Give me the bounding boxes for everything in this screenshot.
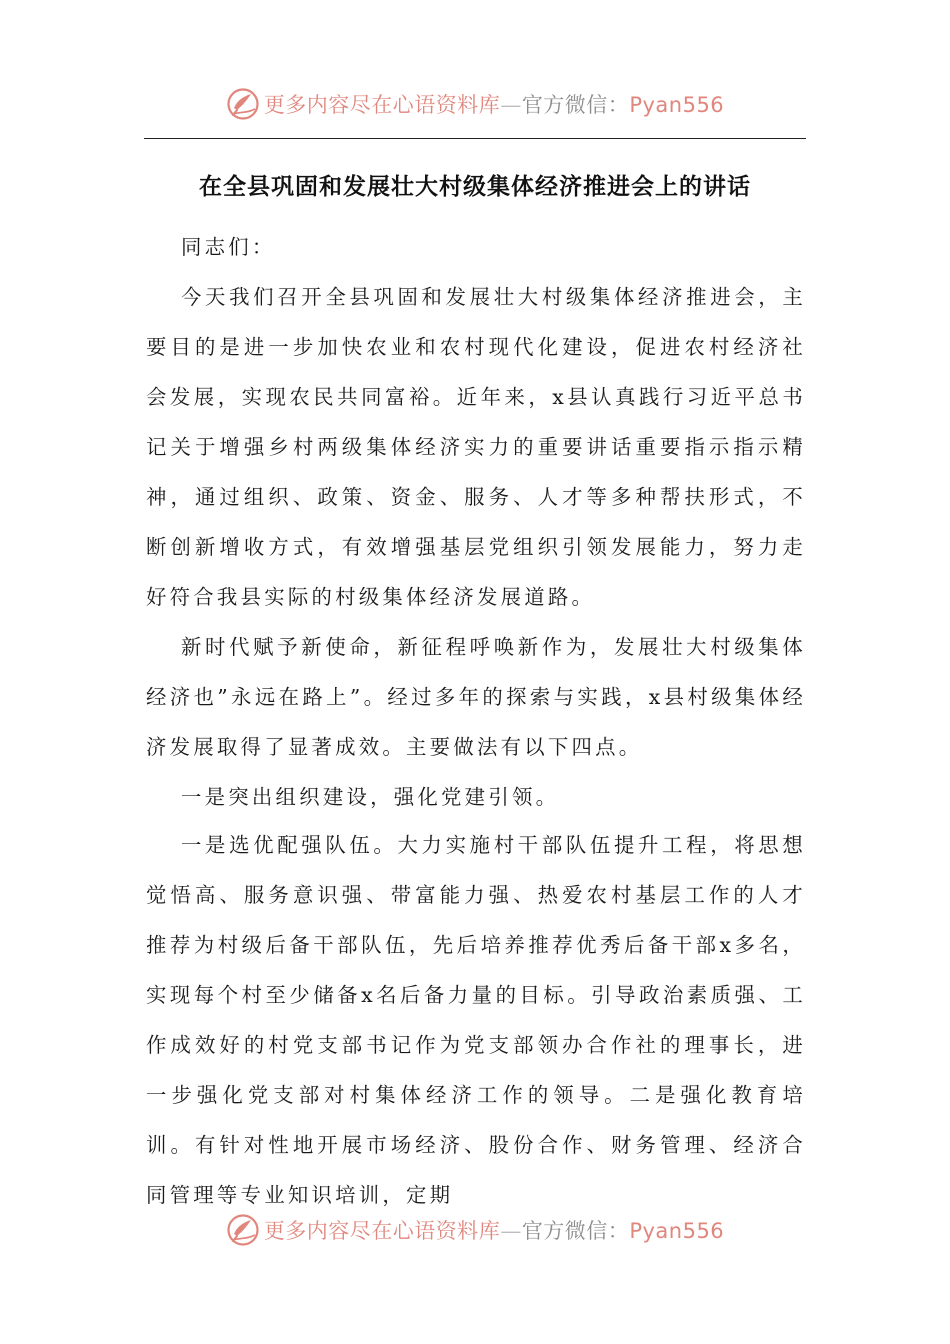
section-heading-1: 一是突出组织建设，强化党建引领。 — [181, 785, 560, 809]
watermark-main: 更多内容尽在心语资料库 — [263, 1219, 501, 1243]
watermark-label: 官方微信： — [521, 93, 630, 117]
watermark-label: 官方微信： — [521, 1219, 630, 1243]
pen-logo-icon — [226, 87, 260, 121]
watermark-text — [264, 89, 724, 119]
footer-watermark-banner — [0, 1210, 950, 1250]
watermark-dash: — — [500, 93, 522, 117]
header-divider — [144, 138, 806, 139]
paragraph-2: 新时代赋予新使命，新征程呼唤新作为，发展壮大村级集体经济也”永远在路上”。经过多年的探索与实践，x县村级集体经济发展取得了显著成效。主要做法有以下四点。 — [146, 635, 806, 759]
watermark-main: 更多内容尽在心语资料库 — [263, 93, 501, 117]
watermark-handle: Pyan556 — [629, 93, 725, 117]
watermark-handle: Pyan556 — [629, 1219, 725, 1243]
header-watermark-banner — [0, 84, 950, 124]
watermark-dash: — — [500, 1219, 522, 1243]
pen-logo-icon — [226, 1213, 260, 1247]
document-title: 在全县巩固和发展壮大村级集体经济推进会上的讲话 — [199, 174, 751, 200]
watermark-text — [264, 1215, 724, 1245]
paragraph-1: 今天我们召开全县巩固和发展壮大村级集体经济推进会，主要目的是进一步加快农业和农村现代化建设，促进农村经济社会发展，实现农民共同富裕。近年来，x县认真践行习近平总书记关于增强乡村两级集体经济实力的重要讲话重要指示指示精神，通过组织、政策、资金、服务、人才等多种帮扶形式，不断创新增收方式，有效增强基层党组织引领发展能力，努力走好符合我县实际的村级集体经济发展道路。 — [146, 285, 806, 609]
paragraph-3: 一是选优配强队伍。大力实施村干部队伍提升工程，将思想觉悟高、服务意识强、带富能力强、热爱农村基层工作的人才推荐为村级后备干部队伍，先后培养推荐优秀后备干部x多名，实现每个村至少储备x名后备力量的目标。引导政治素质强、工作成效好的村党支部书记作为党支部领办合作社的理事长，进一步强化党支部对村集体经济工作的领导。二是强化教育培训。有针对性地开展市场经济、股份合作、财务管理、经济合同管理等专业知识培训，定期 — [146, 833, 806, 1207]
salutation: 同志们： — [181, 235, 276, 259]
